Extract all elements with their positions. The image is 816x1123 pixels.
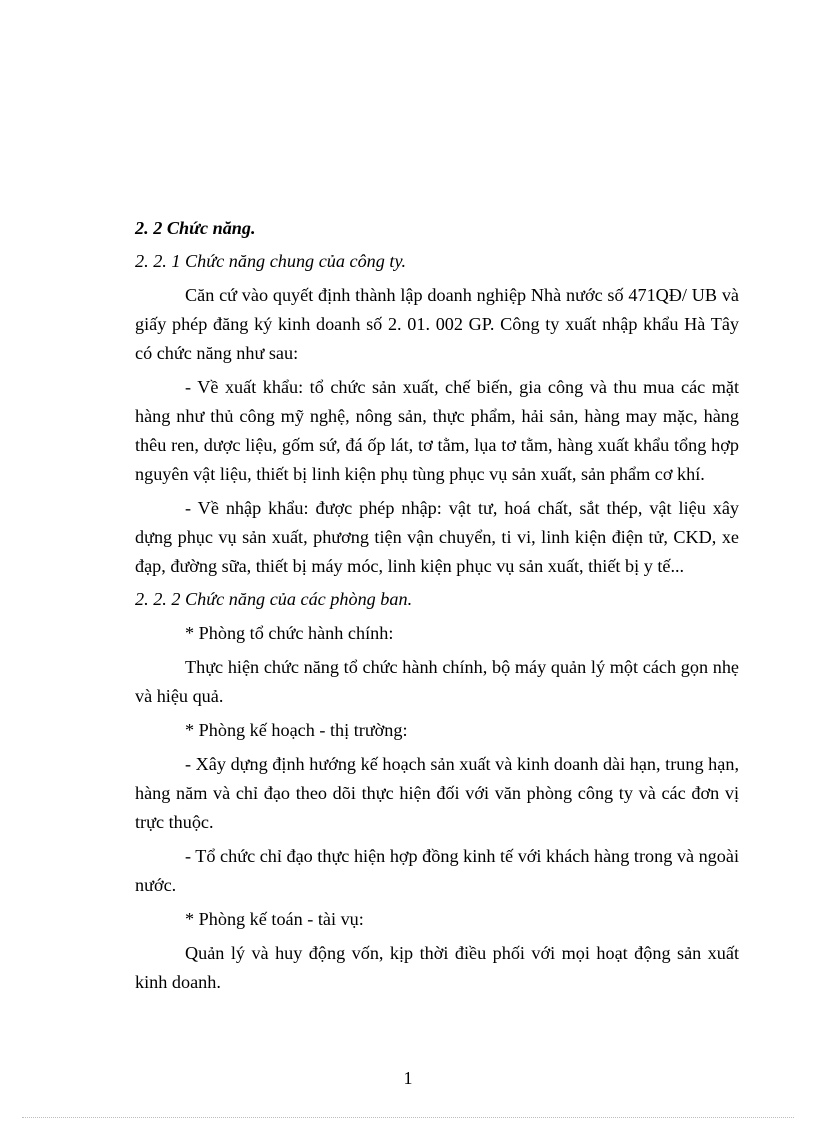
subsection-heading-department-functions: 2. 2. 2 Chức năng của các phòng ban.	[135, 589, 413, 609]
page-number: 1	[403, 1068, 413, 1088]
subsection-heading-general-functions: 2. 2. 1 Chức năng chung của công ty.	[135, 251, 407, 271]
paragraph-import: - Về nhập khẩu: được phép nhập: vật tư, hoá chất, sắt thép, vật liệu xây dựng phục vụ sản xuất, phương tiện vận chuyển, ti vi, linh kiện điện tử, CKD, xe đạp, đường sữa, thiết bị máy móc, linh kiện phục vụ sản xuất, thiết bị y tế...	[135, 498, 739, 576]
department-admin-title: * Phòng tổ chức hành chính:	[185, 623, 394, 643]
department-planning-item-1: - Xây dựng định hướng kế hoạch sản xuất và kinh doanh dài hạn, trung hạn, hàng năm và chỉ đạo theo dõi thực hiện đối với văn phòng công ty và các đơn vị trực thuộc.	[135, 754, 739, 832]
department-planning-item-2: - Tổ chức chỉ đạo thực hiện hợp đồng kinh tế với khách hàng trong và ngoài nước.	[135, 846, 739, 895]
paragraph-intro: Căn cứ vào quyết định thành lập doanh nghiệp Nhà nước số 471QĐ/ UB và giấy phép đăng ký kinh doanh số 2. 01. 002 GP. Công ty xuất nhập khẩu Hà Tây có chức năng như sau:	[135, 285, 739, 363]
department-finance-description: Quản lý và huy động vốn, kịp thời điều phối với mọi hoạt động sản xuất kinh doanh.	[135, 943, 739, 992]
document-body	[135, 214, 739, 1002]
department-admin-description: Thực hiện chức năng tổ chức hành chính, bộ máy quản lý một cách gọn nhẹ và hiệu quả.	[135, 657, 739, 706]
department-planning-title: * Phòng kế hoạch - thị trường:	[185, 720, 408, 740]
paragraph-export: - Về xuất khẩu: tổ chức sản xuất, chế biến, gia công và thu mua các mặt hàng như thủ công mỹ nghệ, nông sản, thực phẩm, hải sản, hàng may mặc, hàng thêu ren, dược liệu, gốm sứ, đá ốp lát, tơ tằm, lụa tơ tằm, hàng xuất khẩu tổng hợp nguyên vật liệu, thiết bị linh kiện phụ tùng phục vụ sản xuất, sản phẩm cơ khí.	[135, 377, 739, 484]
page-bottom-divider	[22, 1117, 794, 1118]
section-heading: 2. 2 Chức năng.	[135, 218, 256, 238]
department-finance-title: * Phòng kế toán - tài vụ:	[185, 909, 364, 929]
